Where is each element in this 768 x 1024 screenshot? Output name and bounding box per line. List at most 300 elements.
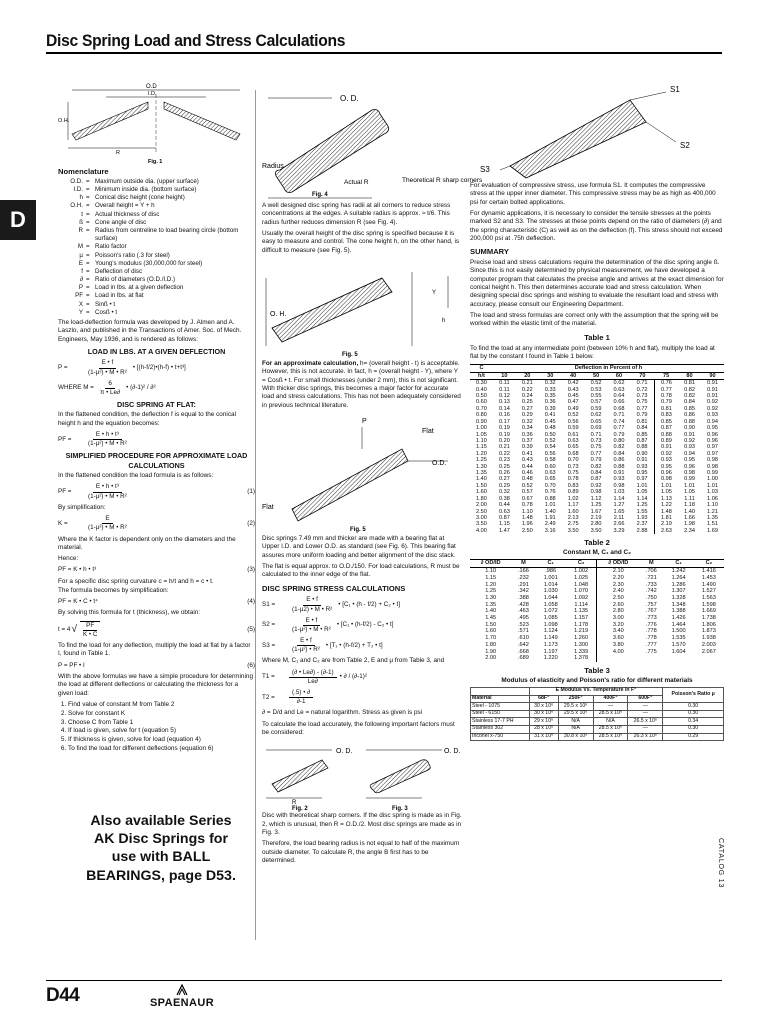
table3-cell: — (628, 703, 663, 711)
table1-cell: 0.82 (613, 444, 625, 451)
table2-cell: .388 (517, 594, 529, 601)
table1-cell: 0.36 (521, 431, 533, 438)
table1-cell: 1.05 (636, 489, 648, 496)
table1-cell: 1.06 (707, 495, 718, 502)
table1-cell: 1.48 (654, 509, 678, 515)
table1-cell: 0.52 (544, 437, 556, 444)
table1-cell: 0.77 (636, 405, 648, 412)
table1-cell: 0.84 (684, 399, 695, 406)
nomenclature-description: Sinß • t (95, 300, 116, 308)
table1-cell: 0.85 (654, 419, 678, 425)
formula-pf-num: E • h • t³ (93, 431, 122, 440)
table1-cell: 1.21 (707, 508, 718, 515)
table3-poisson-label: Poisson's Ratio µ (663, 688, 724, 703)
table3-cell: 29.5 x 10⁶ (558, 703, 593, 711)
table1-cell: 0.83 (654, 412, 678, 418)
formula-t2-lhs: T2 = (262, 693, 275, 701)
table1-cell: 0.62 (590, 412, 602, 419)
table1-cell: 0.99 (707, 470, 718, 477)
table1-cell: 0.52 (521, 482, 533, 489)
table1-cell: 1.01 (684, 482, 695, 489)
formula-m (58, 380, 255, 397)
table3-cell: — (593, 703, 628, 711)
table1-cell: 1.40 (544, 508, 556, 515)
table1-cell: 0.85 (684, 405, 695, 412)
nomenclature-equals: = (86, 267, 90, 275)
table1-cell: 0.92 (654, 451, 678, 457)
table2-cell: 1.35 (485, 601, 497, 608)
table1-row (470, 502, 724, 508)
table1-cell: 1.17 (567, 502, 579, 509)
table1-cell: 0.64 (613, 392, 625, 399)
formula-t1 (262, 669, 462, 686)
table3-cell: — (628, 710, 663, 718)
approx-text: h= (overall height - t) is acceptable. However, this is not accurate. In fact, h = (overall height - Y), where Y = Cosß • t. For small thicknesses (under 2 mm), this is not significant. With thicker disc springs, this becomes a major factor for accurate load and stress calculations. This has not been adequately considered in previous technical literature. (262, 359, 461, 409)
nomenclature-item (58, 284, 255, 292)
formula-s3-rest: • [T₁ • (h-f/2) + T₂ • t] (325, 641, 383, 649)
table2-cell: 1.149 (543, 635, 558, 642)
procedure-step: 6. To find the load for different deflections (equation 6) (68, 745, 255, 753)
table1-cell: 0.46 (521, 470, 533, 477)
brand-name: SPAENAUR (149, 997, 215, 1009)
table1-cell: 0.72 (636, 386, 648, 393)
table2-cell (597, 655, 639, 662)
table1-cell: 0.76 (654, 380, 678, 387)
table1-cell: 0.58 (544, 457, 556, 464)
table1-cell: 1.10 (707, 502, 718, 509)
nomenclature-symbol: PF (75, 292, 83, 300)
table1-cell: 0.25 (521, 399, 533, 406)
table1-row (470, 476, 724, 482)
table3-cell: 26.3 x 10⁶ (628, 733, 663, 741)
table1-group-label: Deflection in Percent of h (574, 365, 643, 372)
table3-cell: 28.5 x 10⁶ (593, 710, 628, 718)
table1-cell: 0.32 (544, 380, 556, 387)
table2-cell: 2.40 (597, 588, 639, 595)
table2-cell: .757 (645, 601, 657, 608)
fig2-fig3-diagram (262, 740, 462, 813)
table2-cell: 1.044 (543, 594, 558, 601)
table2-row (470, 595, 724, 602)
table1-cell: 0.35 (544, 392, 556, 399)
table2-cell: 1.264 (671, 574, 686, 581)
table1-cell: 0.71 (636, 380, 648, 387)
nomenclature-equals: = (86, 276, 90, 284)
nomenclature-item (58, 219, 255, 227)
table1-cell: 0.87 (498, 515, 510, 521)
table1-header-cell: 30 (547, 372, 554, 379)
fig1-caption: Fig. 1 (148, 159, 163, 165)
table1-cell: 0.88 (636, 444, 648, 451)
formula-s2-lhs: S2 = (262, 621, 276, 629)
table1-c-label: C (479, 365, 484, 372)
table1-cell: 1.15 (498, 521, 510, 528)
table1-cell: 0.43 (521, 457, 533, 464)
table1-cell: 0.67 (521, 495, 533, 502)
table2-cell: .642 (517, 641, 529, 648)
table1-cell: 1.48 (521, 515, 533, 521)
table1-cell: 0.98 (654, 476, 678, 482)
table2-cell: 2.20 (597, 575, 639, 582)
table1-cell: 0.75 (590, 444, 602, 451)
table2-cell: 1.70 (485, 635, 497, 642)
fig1-id-label: I.D. (148, 91, 157, 97)
table2-header-cell: M (521, 560, 526, 567)
table1-title: Table 1 (584, 332, 610, 342)
table2-cell: 1.025 (574, 574, 589, 581)
formula-s1-lhs: S1 = (262, 601, 276, 609)
table1-cell: 1.00 (707, 476, 718, 483)
table1-cell: 1.81 (654, 515, 678, 521)
table2-cell: 1.378 (574, 655, 589, 662)
table1-cell: 4.00 (476, 527, 487, 534)
fig3-od-label: O. D. (444, 748, 461, 756)
table2-cell: 1.048 (574, 581, 589, 588)
formula-4-expr: PF = K • C • t⁴ (58, 598, 98, 606)
table1-cell: 0.98 (684, 470, 695, 477)
table3-cell: N/A (558, 726, 593, 734)
table1-cell: 0.38 (498, 495, 510, 502)
fig4-caption: Fig. 4 (312, 192, 328, 198)
table1-cell: 0.66 (613, 399, 625, 406)
table1-cell: 0.21 (521, 380, 533, 387)
table3-cell: 28.5 x 10⁶ (593, 726, 628, 734)
table1-cell: 0.56 (544, 450, 556, 457)
table1-cell: 0.11 (499, 386, 510, 393)
flat-text-col2-2: The flat is equal approx. to O.D./150. For load calculations, R must be calculated to the inner edge of the flat. (262, 562, 460, 579)
table1-cell: 0.50 (544, 431, 556, 438)
table1-header-cell: 90 (709, 372, 716, 379)
nomenclature-item (58, 202, 255, 210)
nomenclature-equals: = (86, 202, 90, 210)
table1-cell: 0.90 (476, 418, 487, 425)
svg-text:h: h (442, 317, 446, 324)
table2-cell: 1.490 (701, 581, 716, 588)
table2-cell: 1.014 (543, 581, 558, 588)
hence-text: Hence: (58, 555, 79, 563)
table1-cell: 0.97 (636, 476, 648, 483)
table2-cell: .750 (645, 594, 657, 601)
nomenclature-description: Load in lbs. at flat (95, 292, 144, 300)
fig5b-od-label: O.D. (432, 459, 447, 467)
table1-cell: 1.60 (567, 508, 579, 515)
fig3-caption: Fig. 3 (392, 806, 408, 813)
table1-cell: 0.79 (613, 431, 625, 438)
table2-row (470, 568, 724, 575)
nomenclature-symbol: M (77, 243, 83, 251)
table2-header-cell: ∂ OD/ID (597, 560, 639, 568)
table1-cell: 0.48 (544, 425, 556, 432)
table1-cell: 0.79 (654, 399, 678, 405)
table1-cell: 0.77 (590, 450, 602, 457)
formula-5-no: (5) (247, 625, 255, 633)
table2-cell: 4.00 (597, 649, 639, 656)
table1-cell: 0.60 (544, 463, 556, 470)
table1-cell: 0.78 (654, 393, 678, 399)
table3-cell: N/A (593, 718, 628, 726)
table1-cell: 1.55 (636, 508, 648, 515)
table2-cell: .463 (517, 608, 529, 615)
formula-1-num: E • h • t³ (93, 483, 122, 492)
where-text: Where M, C₁ and C₂ are from Table 2, E and µ from Table 3, and (262, 657, 445, 665)
table1-cell: 1.13 (654, 496, 678, 502)
table1-cell: 0.91 (707, 386, 718, 393)
table1-cell: 0.44 (521, 463, 533, 470)
formula-2-den: (1-µ²) • M • R² (88, 524, 127, 532)
table1-cell: 0.98 (707, 463, 718, 470)
table1-cell: 0.57 (590, 399, 602, 406)
sharp-text: Disc with theoretical sharp corners. If the disc spring is made as in Fig. 2, which is unusual, then R = O.D./2. Most disc springs are made as in Fig. 3. (262, 812, 462, 837)
table1-cell: 2.13 (567, 515, 579, 521)
table1-cell: 0.22 (498, 450, 510, 457)
table1-cell: 2.63 (654, 528, 678, 534)
table1-cell: 1.80 (476, 495, 487, 502)
table1-row (470, 457, 724, 463)
table1-row (470, 489, 724, 495)
table2-cell: .166 (517, 568, 529, 575)
table1-cell: 1.15 (476, 444, 487, 451)
formula-s2-den: (1-µ²) • M • R² (292, 625, 331, 633)
table1-cell: 0.77 (613, 425, 625, 432)
nomenclature-description: Overall height = Y + h (95, 202, 155, 210)
table2-cell: 1.50 (485, 621, 497, 628)
table1-cell: 0.97 (707, 450, 718, 457)
table1-cell: 0.70 (544, 482, 556, 489)
table1-cell: 0.53 (590, 386, 602, 393)
formula-s2-num: E • f (303, 617, 321, 626)
table2-row (470, 628, 724, 635)
fig4-radius-label: Radius (262, 163, 284, 170)
nomenclature-item (58, 243, 255, 251)
table1-cell: 1.18 (684, 502, 695, 509)
table1-cell: 1.03 (613, 489, 625, 496)
table2-row (470, 575, 724, 582)
table1-cell: 0.32 (498, 489, 510, 496)
table1-cell: 0.90 (684, 425, 695, 432)
table1-cell: 0.70 (567, 457, 579, 464)
procedure-step: 1. Find value of constant M from Table 2 (68, 701, 255, 709)
nomenclature-equals: = (86, 177, 90, 185)
table1-cell: 0.91 (613, 470, 625, 477)
table1-cell: 1.03 (707, 489, 718, 496)
table1-cell: 0.60 (476, 399, 487, 406)
formula-6 (58, 662, 255, 670)
table2-row (470, 622, 724, 629)
table1-cell: 1.25 (636, 502, 648, 509)
table1-cell: 0.34 (521, 425, 533, 432)
nomenclature-list (58, 178, 255, 317)
nomenclature-equals: = (86, 210, 90, 218)
table2-cell: 1.098 (543, 621, 558, 628)
table2-row (470, 602, 724, 609)
approx-lead: For an approximate calculation, (262, 359, 359, 367)
nomenclature-description: Minimum inside dia. (bottom surface) (95, 186, 197, 194)
table2-cell: 1.242 (671, 568, 686, 575)
table1-cell: 1.00 (476, 425, 487, 432)
table1-cell: 0.19 (498, 431, 510, 438)
table2-cell: .232 (517, 574, 529, 581)
table2-cell: 1.669 (701, 608, 716, 615)
table1-cell: 0.79 (590, 457, 602, 464)
formula-s3-num: E • f (297, 637, 315, 646)
table1-cell: 1.11 (684, 495, 695, 502)
table2-cell: .291 (517, 581, 529, 588)
table2-cell: 2.80 (597, 608, 639, 615)
table3-group-label: E Modulus Vs. Temperature in F° (529, 688, 663, 696)
table1-cell: 0.45 (544, 418, 556, 425)
table3-row (471, 718, 724, 726)
table2-cell: .767 (645, 608, 657, 615)
table2-cell: 1.60 (485, 628, 497, 635)
table1-cell: 1.01 (544, 502, 556, 509)
table1-cell: 1.10 (476, 437, 487, 444)
table2-cell: 3.00 (597, 615, 639, 622)
formula-s1-den: (1-µ2) • M • R² (292, 605, 333, 613)
table1-cell: 1.91 (544, 515, 556, 521)
table1-cell: 0.27 (498, 476, 510, 483)
nomenclature-symbol: ∂ (79, 276, 83, 284)
table1-cell: 0.33 (544, 386, 556, 393)
table1-cell: 0.49 (567, 405, 579, 412)
table1-cell: 0.95 (654, 464, 678, 470)
nomenclature-item (58, 268, 255, 276)
table2-cell: 1.738 (701, 615, 716, 622)
table1-cell: 1.05 (684, 489, 695, 496)
fig1-diagram (58, 82, 254, 164)
table2-header-cell: M (649, 560, 654, 567)
table1-cell: 0.40 (476, 386, 487, 393)
nomenclature-item (58, 260, 255, 268)
table1-cell: 0.88 (684, 418, 695, 425)
nomenclature-equals: = (86, 308, 90, 316)
table1-cell: 0.59 (567, 425, 579, 432)
table1-cell: 0.16 (498, 412, 510, 419)
table1-cell: 0.93 (654, 457, 678, 463)
table1-cell: 0.85 (636, 431, 648, 438)
procedure-text: With the above formulas we have a simple procedure for determining the load at different deflections or calculating the thickness for a given load: (58, 672, 254, 697)
nomenclature-item (58, 252, 255, 260)
table2-header-row (470, 560, 724, 568)
table3-row (471, 710, 724, 718)
nomenclature-item (58, 276, 255, 284)
nomenclature-description: Poisson's ratio (.3 for steel) (95, 251, 170, 259)
table1-cell: 0.96 (654, 470, 678, 476)
formula-s3 (262, 637, 462, 654)
table1-cell: 0.65 (567, 444, 579, 451)
table3-cell: Stainless 302 (471, 726, 530, 734)
nomenclature-symbol: µ (79, 251, 83, 259)
nomenclature-equals: = (86, 226, 90, 234)
formula-1-no: (1) (247, 488, 255, 496)
nomenclature-description: Conical disc height (cone height) (95, 194, 185, 202)
fig5a-oh-label: O. H. (270, 310, 287, 318)
table1-cell: 1.35 (476, 470, 487, 477)
table1-cell: 0.93 (636, 463, 648, 470)
formula-5-lhs: t = 4 (58, 625, 71, 633)
table1-cell: 0.93 (684, 444, 695, 451)
table1-cell: 1.96 (521, 521, 533, 528)
table1-cell: 1.05 (654, 489, 678, 495)
table1-cell: 0.97 (707, 444, 718, 451)
table1-cell: 0.83 (567, 482, 579, 489)
k-text: Where the K factor is dependent only on the diameters and the material. (58, 535, 236, 551)
table1-cell: 0.95 (707, 425, 718, 432)
formula-5-den: K • C (82, 630, 98, 638)
table2-cell: 1.286 (671, 581, 686, 588)
table3-cell: Steel - 6150 (471, 710, 530, 718)
formula-p-num: E • f (99, 359, 117, 368)
table1-cell: 1.12 (590, 495, 602, 502)
table1-row (470, 412, 724, 418)
ratio-text: ∂ = D/d and Le = natural logarithm. Stress as given is psi (262, 709, 423, 717)
table1-cell: 0.88 (613, 463, 625, 470)
table1-cell: 0.29 (521, 412, 533, 419)
table1-cell: 2.50 (521, 527, 533, 534)
table1-cell: 3.29 (613, 527, 625, 534)
table1-cell: 0.44 (498, 502, 510, 509)
table1-cell: 0.92 (707, 405, 718, 412)
nomenclature-equals: = (86, 300, 90, 308)
table1-cell: 0.82 (684, 386, 695, 393)
table1-cell: 0.89 (567, 489, 579, 496)
table2-cell: 2.50 (597, 595, 639, 602)
fig2-caption: Fig. 2 (292, 806, 308, 813)
table2-cell: 1.072 (543, 608, 558, 615)
bearing-text: Therefore, the load bearing radius is not equal to half of the maximum outside diameter. To calculate R, the angle B first has to be determined. (262, 840, 460, 865)
table1-cell: 0.81 (684, 380, 695, 387)
formula-5: t = 4 √ $\frac{PF}{K • C}$ (5) (58, 621, 255, 638)
formula-4-no: (4) (247, 598, 255, 606)
table1-cell: 1.67 (590, 508, 602, 515)
table1-cell: 0.87 (590, 476, 602, 483)
table2-cell: 1.002 (574, 568, 589, 575)
table1-header-cell: 20 (524, 372, 531, 379)
table1-cell: 0.47 (567, 399, 579, 406)
table1-row (470, 425, 724, 431)
formula-t1-den: Le∂ (307, 677, 318, 685)
table2-cell: .776 (645, 621, 657, 628)
table3-cell: 30.8 x 10⁶ (558, 733, 593, 741)
table2-cell: 2.003 (701, 641, 716, 648)
table3-cell: — (628, 726, 663, 734)
nomenclature-symbol: R (78, 226, 83, 234)
table2-cell: 2.00 (485, 655, 497, 662)
table1-cell: 0.39 (521, 444, 533, 451)
fig2-od-label: O. D. (336, 748, 353, 756)
table2-cell: 1.348 (671, 601, 686, 608)
table2-cell: 1.260 (574, 635, 589, 642)
table1-cell: 0.71 (590, 431, 602, 438)
table1-cell: 1.22 (654, 502, 678, 508)
table2-cell: 1.070 (574, 588, 589, 595)
table1-cell: 0.21 (498, 444, 510, 451)
table1-cell: 0.84 (590, 470, 602, 477)
fig1-od-label: O.D (146, 84, 157, 90)
table1-cell: 0.91 (654, 444, 678, 450)
fig4-actual-label: Actual R (344, 179, 369, 186)
table1-cell: 0.75 (567, 470, 579, 477)
cone-text: For a specific disc spring curvature c = h/t and h = c • t. (58, 577, 214, 585)
nomenclature-description: Young's modulus (30,000,000 for steel) (95, 259, 203, 267)
nomenclature-equals: = (86, 251, 90, 259)
table2-subtitle: Constant M, C₁ and C₂ (563, 549, 631, 557)
fig5a-caption: Fig. 5 (342, 351, 358, 358)
table1-cell: 0.99 (684, 476, 695, 483)
table1-cell: 2.19 (654, 521, 678, 527)
table2-header-cell: C₂ (705, 560, 713, 567)
fig5-flat-diagram (262, 413, 462, 533)
page-title: Disc Spring Load and Stress Calculations (46, 31, 346, 50)
